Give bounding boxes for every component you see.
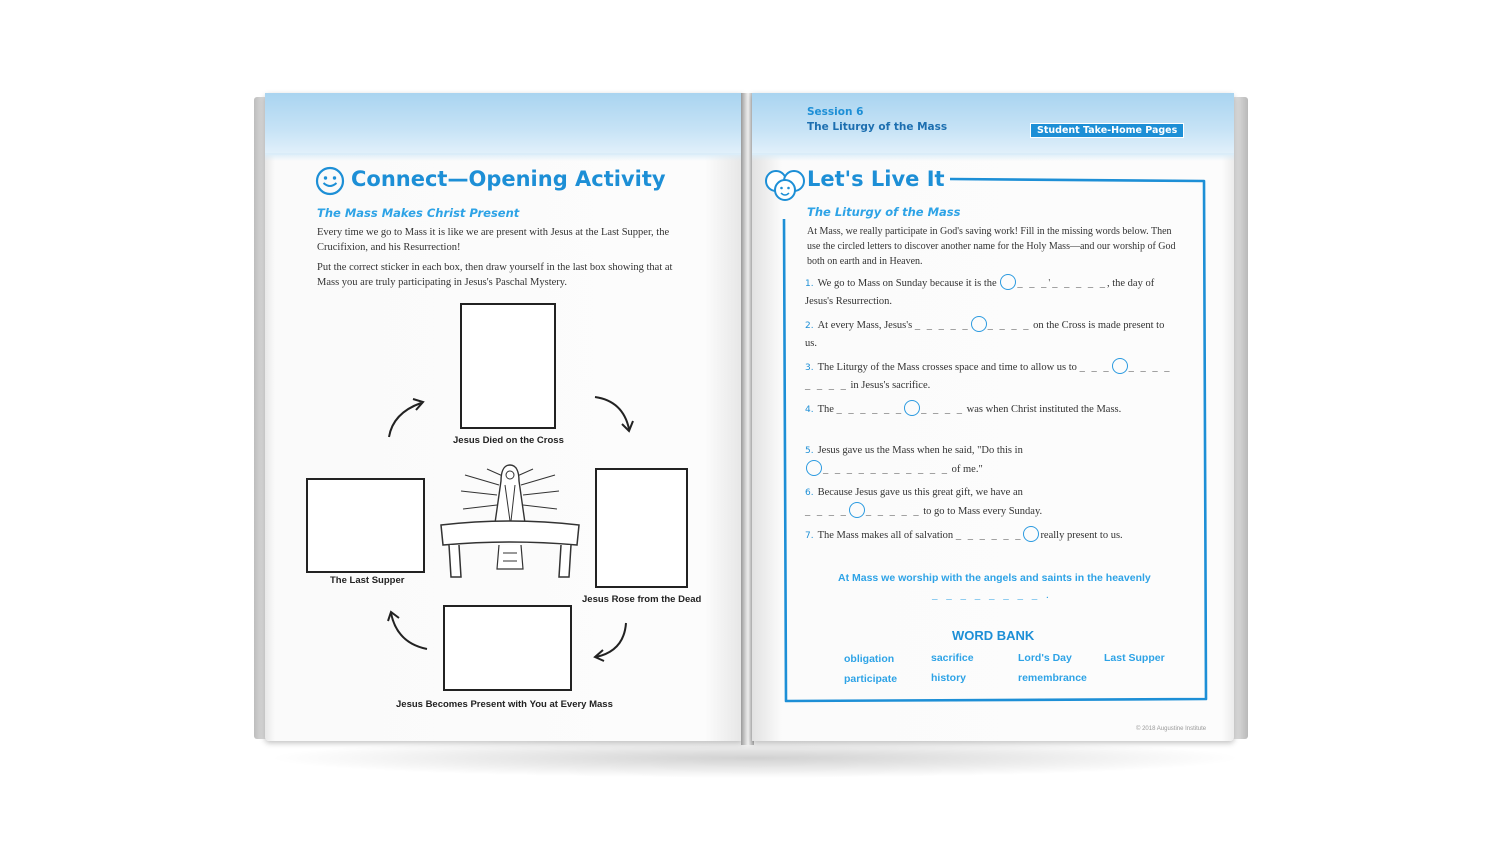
smiley-icon xyxy=(315,166,345,196)
question-5[interactable]: 5. Jesus gave us the Mass when he said, "Do this in _ _ _ _ _ _ _ _ _ _ _ of me." xyxy=(805,445,1023,475)
word-bank-item: Lord's Day xyxy=(1018,652,1072,664)
question-7[interactable]: 7. The Mass makes all of salvation _ _ _ _ _ _ really present to us. xyxy=(805,526,1177,545)
answer-circle xyxy=(904,400,920,416)
box-resurrection[interactable] xyxy=(595,468,688,588)
question-4[interactable]: 4. The _ _ _ _ _ _ _ _ _ _ was when Christ instituted the Mass. xyxy=(805,400,1177,419)
caption-resurrection: Jesus Rose from the Dead xyxy=(582,594,702,605)
cycle-arrow-icon xyxy=(385,609,433,655)
word-bank-item: remembrance xyxy=(1018,672,1087,684)
take-home-tag: Student Take-Home Pages xyxy=(1030,123,1184,138)
page-title: Let's Live It xyxy=(807,167,945,191)
page-stack-right xyxy=(1232,97,1248,739)
book-shadow xyxy=(265,738,1245,778)
answer-circle xyxy=(1000,274,1016,290)
caption-draw-yourself: Jesus Becomes Present with You at Every Mass xyxy=(396,699,613,710)
answer-blanks[interactable]: _ _ _ _ _ _ _ _ . xyxy=(932,589,1052,601)
word-bank-item: obligation xyxy=(844,653,895,665)
right-page xyxy=(752,93,1234,741)
word-bank-item: participate xyxy=(844,673,898,685)
answer-circle xyxy=(1112,358,1128,374)
group-faces-icon xyxy=(762,165,808,203)
answer-circle xyxy=(1023,526,1039,542)
caption-crucifixion: Jesus Died on the Cross xyxy=(453,435,564,446)
header-band xyxy=(265,93,743,155)
intro-paragraph: At Mass, we really participate in God's saving work! Fill in the missing words below. Then use the circled letters to discover another name for the Holy Mass—and our worship of God both on earth and in Heaven. xyxy=(807,226,1176,267)
left-page xyxy=(265,93,743,741)
box-last-supper[interactable] xyxy=(306,478,425,573)
word-bank-item: Last Supper xyxy=(1104,652,1165,664)
cycle-arrow-icon xyxy=(590,619,632,663)
box-draw-yourself[interactable] xyxy=(443,605,572,691)
question-1[interactable]: 1. We go to Mass on Sunday because it is the _ _ _'_ _ _ _ _, the day of Jesus's Resurrection. xyxy=(805,274,1177,310)
section-subtitle: The Liturgy of the Mass xyxy=(807,205,961,219)
answer-circle xyxy=(971,316,987,332)
cycle-arrow-icon xyxy=(383,395,431,441)
word-bank-item: history xyxy=(931,672,967,684)
copyright-footer: © 2018 Augustine Institute xyxy=(1136,726,1207,732)
answer-circle xyxy=(806,460,822,476)
word-bank-title: WORD BANK xyxy=(952,628,1035,643)
intro-paragraph: Every time we go to Mass it is like we are present with Jesus at the Last Supper, the Crucifixion, and his Resurrection! xyxy=(317,227,670,253)
session-title: The Liturgy of the Mass xyxy=(807,121,948,133)
box-crucifixion[interactable] xyxy=(460,303,556,429)
session-number: Session 6 xyxy=(807,106,864,118)
altar-illustration xyxy=(435,461,585,579)
answer-circle xyxy=(849,502,865,518)
caption-last-supper: The Last Supper xyxy=(330,575,405,586)
instruction-paragraph: Put the correct sticker in each box, then draw yourself in the last box showing that at Mass you are truly participating in Jesus's Paschal Mystery. xyxy=(317,262,673,288)
question-2[interactable]: 2. At every Mass, Jesus's _ _ _ _ _ _ _ _ _ on the Cross is made present to us. xyxy=(805,316,1177,352)
question-6[interactable]: 6. Because Jesus gave us this great gift, we have an _ _ _ _ _ _ _ _ _ to go to Mass every Sunday. xyxy=(805,487,1043,517)
page-title: Connect—Opening Activity xyxy=(351,167,666,191)
cycle-arrow-icon xyxy=(591,391,637,437)
question-3[interactable]: 3. The Liturgy of the Mass crosses space and time to allow us to _ _ _ _ _ _ _ _ _ _ _ in Jesus's sacrifice. xyxy=(805,358,1177,394)
word-bank-item: sacrifice xyxy=(931,652,974,664)
section-subtitle: The Mass Makes Christ Present xyxy=(317,206,520,220)
answer-sentence: At Mass we worship with the angels and saints in the heavenly xyxy=(838,572,1151,584)
